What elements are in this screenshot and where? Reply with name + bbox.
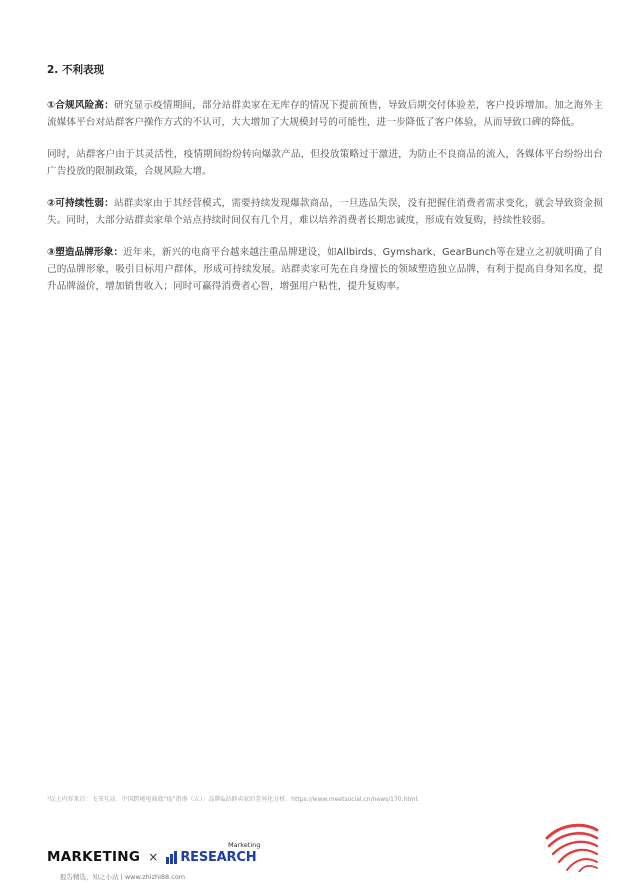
paragraph-body: 近年来，新兴的电商平台越来越注重品牌建设，如Allbirds、Gymshark、GearBunch等在建立之初就明确了自己的品牌形象，吸引目标用户群体，形成可持续发展。站群卖家可先在自身擅长的领域塑造独立品牌，有利于提高自身知名度，提升品牌溢价，增加销售收入；同时可赢得消费者心智，增强用户粘性，提升复购率。 [47,247,603,292]
corner-swirl-logo-icon [543,816,599,872]
paragraph-lead: ②可持续性弱： [47,198,115,209]
section-title: 2. 不利表现 [47,64,104,76]
paragraph-sustainability [47,195,603,229]
paragraph-lead: ③塑造品牌形象： [47,247,124,258]
paragraph-body: 研究显示疫情期间，部分站群卖家在无库存的情况下提前预售，导致后期交付体验差，客户投诉增加。加之海外主流媒体平台对站群客户操作方式的不认可，大大增加了大规模封号的可能性，进一步降低了客户体验，从而导致口碑的降低。 [47,100,604,128]
site-footer: 报告精选，知之小站 | www.zhizhi88.com [60,873,186,881]
paragraph-brand-image [47,244,603,295]
paragraph-lead: ①合规风险高： [47,100,115,111]
document-body [47,62,603,310]
marketing-logo: MARKETING [47,849,141,865]
research-logo [166,840,261,865]
footer-logos [47,840,261,872]
footnote: ¹以上内容来自：飞书互动．中国跨境电商战“疫”指南（五）：品牌&站群卖家的差异化分析．https://www.meetsocial.cn/news/170.html. [47,796,420,803]
research-bars-icon [166,851,178,864]
paragraph-ad-policy [47,146,603,180]
paragraph-compliance-risk [47,97,603,131]
paragraph-body: 同时，站群客户由于其灵活性，疫情期间纷纷转向爆款产品，但投放策略过于激进，为防止不良商品的流入，各媒体平台纷纷出台广告投放的限制政策，合规风险大增。 [47,149,603,177]
paragraph-body: 站群卖家由于其经营模式，需要持续发现爆款商品，一旦选品失误，没有把握住消费者需求变化，就会导致资金损失。同时，大部分站群卖家单个站点持续时间仅有几个月，难以培养消费者长期忠诚度，形成有效复购，持续性较弱。 [47,198,604,226]
logo-separator: × [148,850,159,864]
research-logo-text: RESEARCH [180,849,257,865]
research-logo-superscript: Marketing [227,840,261,849]
